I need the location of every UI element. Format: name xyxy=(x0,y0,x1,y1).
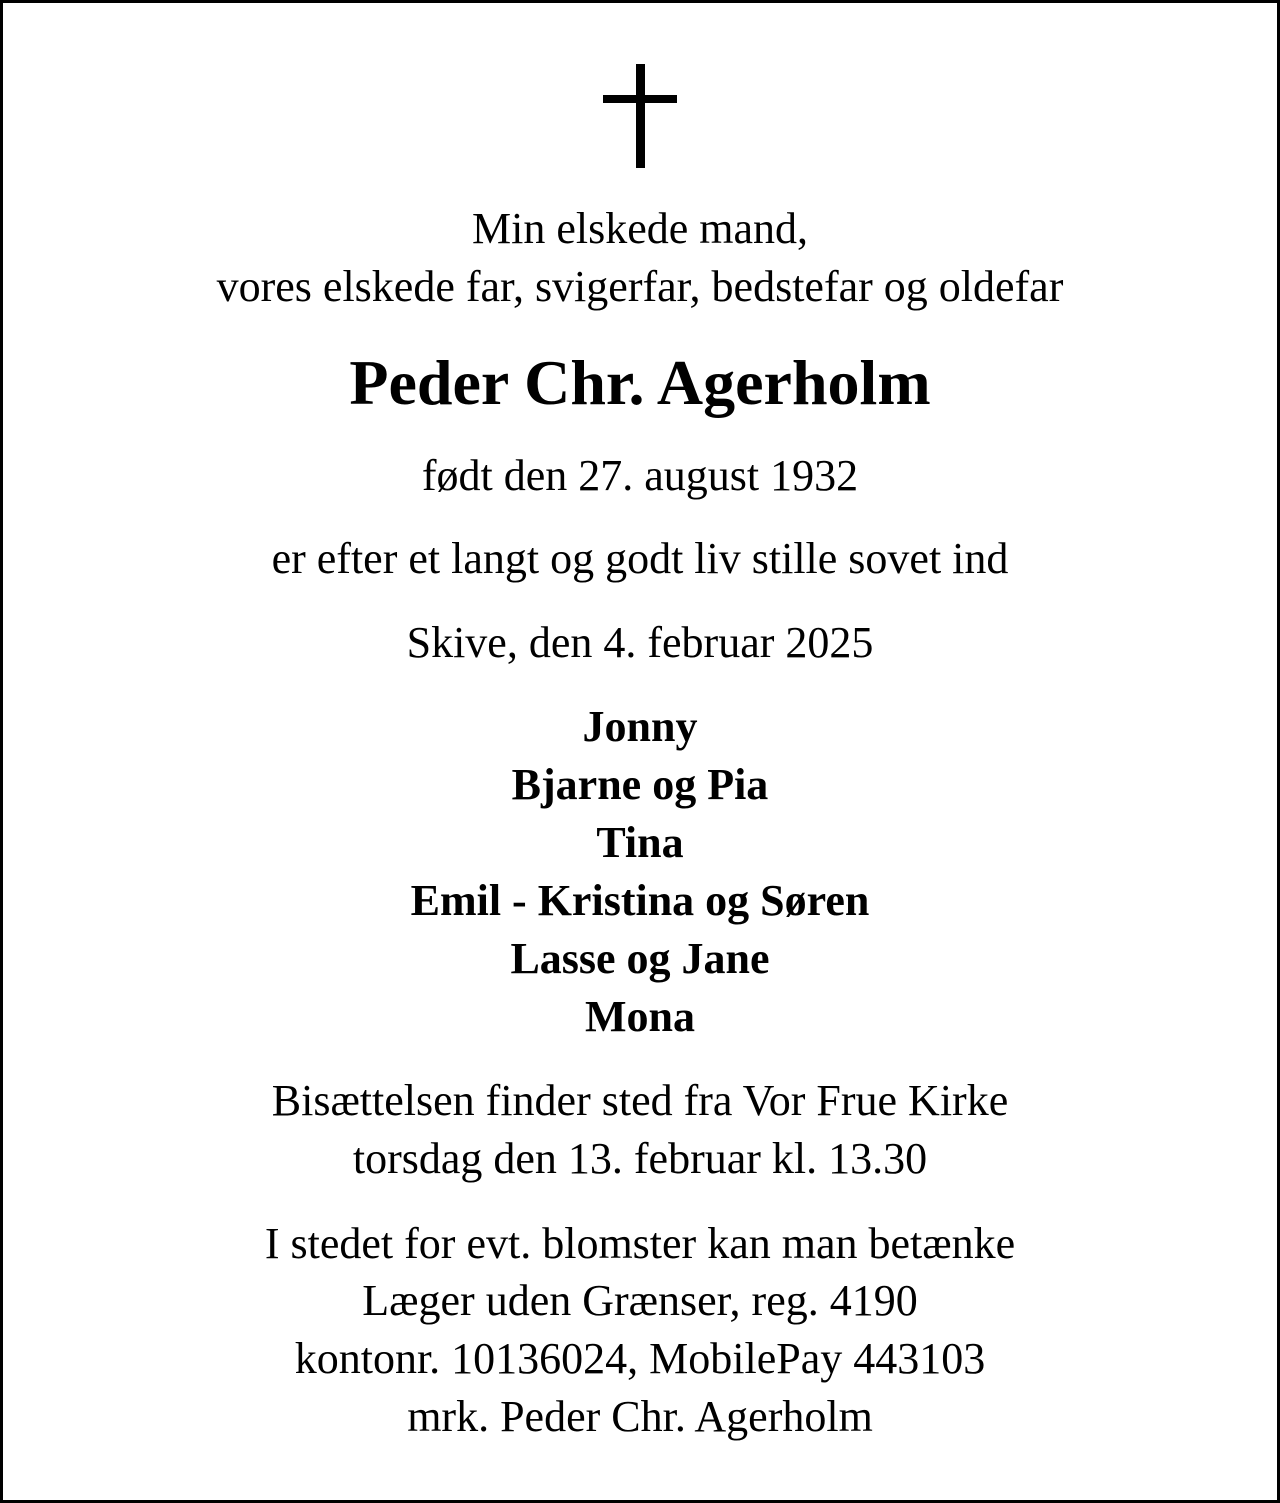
cross-horizontal-bar xyxy=(603,95,677,103)
funeral-line-2: torsdag den 13. februar kl. 13.30 xyxy=(352,1134,928,1183)
family-member: Jonny xyxy=(582,702,698,751)
donation-line-4: mrk. Peder Chr. Agerholm xyxy=(407,1392,873,1441)
donation-line-1: I stedet for evt. blomster kan man betænke xyxy=(264,1219,1016,1268)
intro-line-2: vores elskede far, svigerfar, bedstefar og oldefar xyxy=(216,262,1064,311)
passing-statement: er efter et langt og godt liv stille sovet ind xyxy=(271,534,1009,583)
donation-line-3: kontonr. 10136024, MobilePay 443103 xyxy=(294,1334,986,1383)
family-member: Emil - Kristina og Søren xyxy=(410,876,870,925)
donation-line-2: Læger uden Grænser, reg. 4190 xyxy=(362,1276,918,1325)
cross-icon xyxy=(603,64,677,168)
family-member: Bjarne og Pia xyxy=(511,760,769,809)
family-member: Mona xyxy=(585,992,695,1041)
cross-vertical-bar xyxy=(636,64,645,168)
funeral-line-1: Bisættelsen finder sted fra Vor Frue Kirke xyxy=(271,1076,1009,1125)
family-member: Lasse og Jane xyxy=(510,934,770,983)
birth-date: født den 27. august 1932 xyxy=(421,451,859,500)
family-member: Tina xyxy=(596,818,684,867)
intro-line-1: Min elskede mand, xyxy=(471,204,809,253)
deceased-name: Peder Chr. Agerholm xyxy=(349,347,931,418)
place-and-date: Skive, den 4. februar 2025 xyxy=(406,618,874,667)
